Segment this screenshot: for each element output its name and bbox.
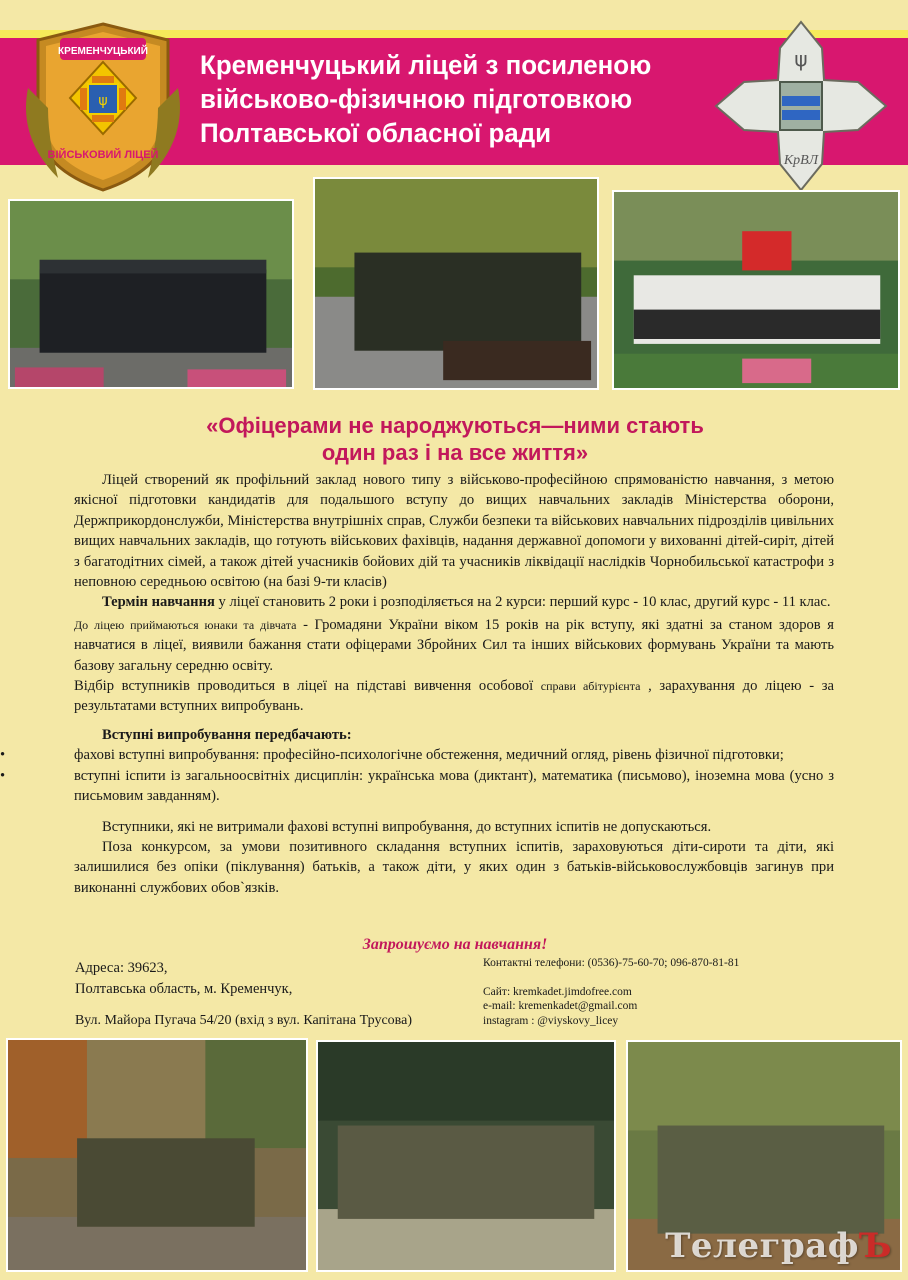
contact-instagram-link[interactable]: instagram : @viyskovy_licey <box>483 1014 619 1027</box>
title-line-3: Полтавської обласної ради <box>200 118 552 148</box>
bullet-mark: • <box>0 767 6 784</box>
motto <box>150 412 760 466</box>
exam-bullet-2 <box>0 766 834 807</box>
bullet-mark: • <box>0 747 6 764</box>
admission-label: До ліцею приймаються юнаки та дівчата <box>74 617 297 632</box>
address-street: Вул. Майора Пугача 54/20 (вхід з вул. Капітана Трусова) <box>75 1013 412 1028</box>
lyceum-emblem-logo <box>18 18 188 194</box>
selection-paragraph <box>74 676 834 717</box>
out-of-competition-paragraph: Поза конкурсом, за умови позитивного складання вступних іспитів, зараховуються діти-сироти та діти, які залишилися без опіки (піклування) батьків, а також діти, у яких один з батьків-військовослужбовців загинув при виконанні службових обов`язків. <box>74 838 834 896</box>
term-paragraph <box>74 592 834 612</box>
watermark-main: Телеграф <box>665 1226 859 1266</box>
admission-paragraph <box>74 615 834 676</box>
term-label: Термін навчання <box>102 594 215 611</box>
contacts-block <box>483 956 739 1028</box>
term-text: у ліцеї становить 2 роки і розподіляється на 2 курси: перший курс - 10 клас, другий курс - 11 клас. <box>214 594 831 611</box>
motto-line-1: «Офіцерами не народжуються—ними стають <box>206 413 704 438</box>
contact-email-link[interactable]: e-mail: kremenkadet@gmail.com <box>483 1000 638 1012</box>
emblem-bottom-text: ВІЙСЬКОВИЙ ЛІЦЕЙ <box>47 149 159 161</box>
photo-cadets-white-uniform <box>612 190 900 390</box>
address-block <box>75 958 292 1000</box>
contact-site-link[interactable]: Сайт: kremkadet.jimdofree.com <box>483 985 632 998</box>
not-admitted-paragraph: Вступники, які не витримали фахові вступні випробування, до вступних іспитів не допускаються. <box>102 818 712 835</box>
svg-text:ψ: ψ <box>794 47 808 71</box>
photo-cadets-camouflage-group <box>316 1040 616 1272</box>
contact-phones: Контактні телефони: (0536)-75-60-70; 096-870-81-81 <box>483 957 740 969</box>
exam-bullet-1 <box>0 745 834 765</box>
admission-text: - Громадяни України віком 15 років на рік вступу, які здатні за станом здоров я навчатися в ліцеї, виявили бажання стати офіцерами Збройних Сил та інших військових формувань України та мають базову загальну середню освіту. <box>74 616 834 674</box>
page-title <box>200 48 699 150</box>
motto-line-2: один раз і на все життя» <box>321 440 589 465</box>
title-line-1: Кременчуцький ліцей з посиленою <box>200 50 652 80</box>
exam-bullet-1-text: фахові вступні випробування: професійно-психологічне обстеження, медичний огляд, рівень фізичної підготовки; <box>74 747 784 764</box>
title-line-2: військово-фізичною підготовкою <box>200 84 633 114</box>
photo-cadets-field-training <box>6 1038 308 1272</box>
intro-paragraph: Ліцей створений як профільний заклад нового типу з військово-професійною спрямованістю навчання, з метою якісної підготовки кандидатів для подальшого вступу до вищих навчальних закладів Міністерства оборони, Держприкордонслужби, Міністерства внутрішніх справ, Служби безпеки та військових навчальних підрозділів цивільних вищих навчальних закладів, що готують військових фахівців, надання державної допомоги у вихованні дітей-сиріт, дітей з багатодітних сімей, а також дітей учасників бойових дій та учасників ліквідації наслідків Чорнобильської катастрофи з неповною середньою освітою (на базі 9-ти класів) <box>74 472 834 591</box>
selection-text-start: Відбір вступників проводиться в ліцеї на підставі вивчення особової <box>74 678 541 695</box>
address-line-2: Полтавська область, м. Кременчук, <box>75 981 293 997</box>
cross-emblem-text: КрВЛ <box>783 153 819 168</box>
cross-emblem-logo <box>712 18 890 194</box>
exam-heading: Вступні випробування передбачають: <box>102 726 352 743</box>
selection-text-end: , зарахування до ліцею - за результатами вступних випробувань. <box>74 678 834 715</box>
emblem-top-text: КРЕМЕНЧУЦЬКИЙ <box>58 46 148 57</box>
selection-text-small: справи абітурієнта <box>540 679 641 694</box>
watermark-accent: Ъ <box>858 1226 892 1266</box>
svg-text:ψ: ψ <box>98 93 108 109</box>
body-text <box>0 470 834 898</box>
photo-cadets-parade <box>313 177 599 390</box>
photo-cadets-group-1 <box>8 199 294 389</box>
telegraf-watermark <box>665 1226 892 1266</box>
exam-bullet-2-text: вступні іспити із загальноосвітніх дисциплін: українська мова (диктант), математика (письмово), іноземна мова (усно з письмовим завданням). <box>74 767 834 805</box>
address-line-1: Адреса: 39623, <box>75 960 168 976</box>
invitation-text: Запрошуємо на навчання! <box>362 936 548 953</box>
